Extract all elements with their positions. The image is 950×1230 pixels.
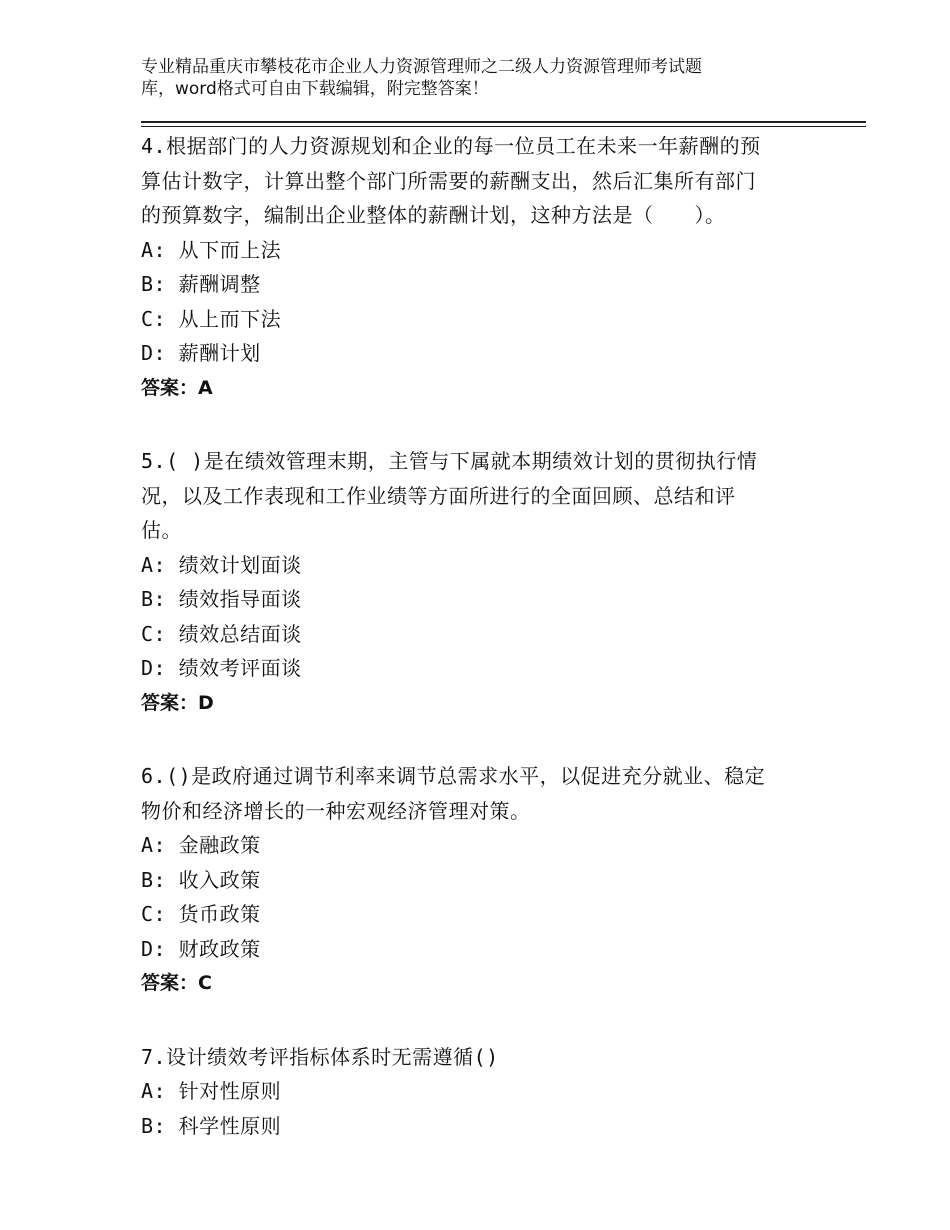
question-5-option-b: B: 绩效指导面谈 (141, 587, 302, 611)
header-divider-thin (141, 126, 866, 127)
question-7-option-a: A: 针对性原则 (141, 1079, 282, 1103)
question-4-option-b: B: 薪酬调整 (141, 272, 261, 296)
question-4-stem-line-3: 的预算数字，编制出企业整体的薪酬计划，这种方法是（ ）。 (141, 203, 726, 227)
question-6-stem-line-1: 6.()是政府通过调节利率来调节总需求水平，以促进充分就业、稳定 (141, 764, 766, 788)
question-5-option-c: C: 绩效总结面谈 (141, 621, 302, 646)
question-7-option-b: B: 科学性原则 (141, 1113, 282, 1138)
question-4-stem-line-1: 4.根据部门的人力资源规划和企业的每一位员工在未来一年薪酬的预 (141, 134, 761, 158)
question-6-option-a: A: 金融政策 (141, 833, 261, 857)
question-5-option-a: A: 绩效计划面谈 (141, 552, 302, 577)
question-6-stem-line-2: 物价和经济增长的一种宏观经济管理对策。 (141, 798, 531, 823)
question-4-answer: 答案：A (141, 376, 213, 399)
question-list (141, 129, 801, 1182)
question-6-option-b: B: 收入政策 (141, 867, 261, 892)
header-title-line-2: 库，word格式可自由下载编辑，附完整答案！ (141, 79, 489, 99)
question-6-answer: 答案：C (141, 972, 212, 994)
question-6 (141, 759, 801, 1001)
question-5-stem-line-1: 5.( )是在绩效管理末期，主管与下属就本期绩效计划的贯彻执行情 (141, 449, 758, 473)
question-4-stem-line-2: 算估计数字，计算出整个部门所需要的薪酬支出，然后汇集所有部门 (141, 168, 756, 193)
question-7-stem-line-1: 7.设计绩效考评指标体系时无需遵循() (141, 1044, 499, 1069)
header-divider-thick (141, 121, 866, 123)
question-5-option-d: D: 绩效考评面谈 (141, 656, 302, 680)
header-title-line-1: 专业精品重庆市攀枝花市企业人力资源管理师之二级人力资源管理师考试题 (141, 57, 702, 77)
question-6-option-c: C: 货币政策 (141, 902, 261, 926)
question-5-stem-line-2: 况，以及工作表现和工作业绩等方面所进行的全面回顾、总结和评 (141, 483, 736, 508)
question-6-option-d: D: 财政政策 (141, 936, 261, 961)
question-4-option-d: D: 薪酬计划 (141, 341, 261, 365)
question-7 (141, 1040, 801, 1144)
question-5 (141, 444, 801, 720)
question-5-answer: 答案：D (141, 691, 214, 714)
question-5-stem-line-3: 估。 (141, 518, 182, 542)
question-4 (141, 129, 801, 405)
document-header (141, 56, 821, 100)
question-4-option-a: A: 从下而上法 (141, 237, 282, 262)
question-4-option-c: C: 从上而下法 (141, 306, 282, 331)
